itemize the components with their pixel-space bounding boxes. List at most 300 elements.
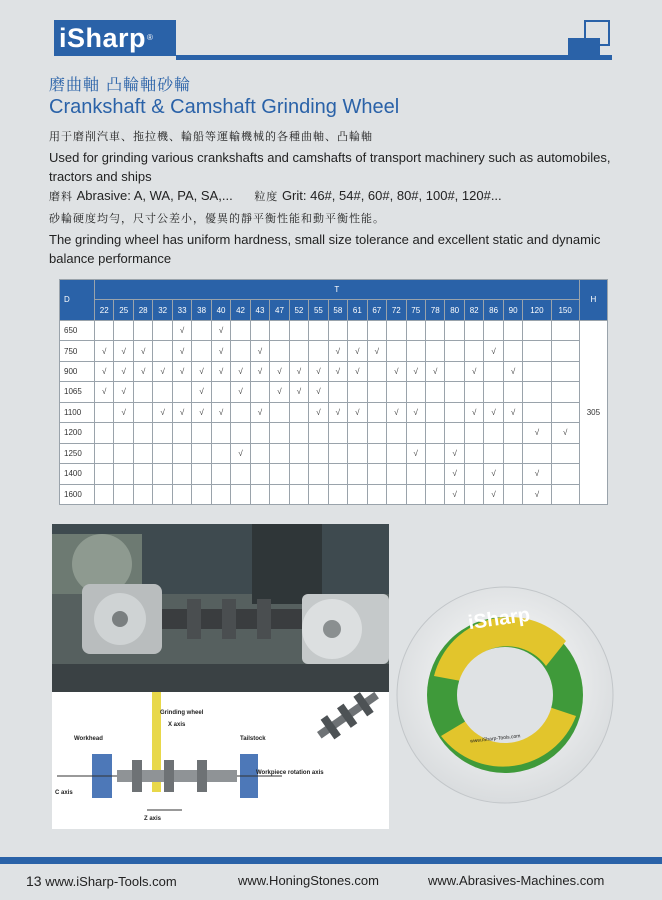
check-mark: √ [328,341,347,361]
description-en-line2: tractors and ships [49,169,152,184]
check-mark: √ [211,320,230,340]
label-x-axis: X axis [168,722,186,728]
check-mark: √ [289,382,308,402]
check-mark: √ [231,361,250,381]
header-t-value: 75 [406,300,425,320]
empty-cell [425,320,444,340]
empty-cell [289,443,308,463]
header-t-value: 80 [445,300,464,320]
empty-cell [551,443,579,463]
check-mark: √ [211,361,230,381]
check-mark: √ [172,402,191,422]
empty-cell [172,443,191,463]
check-mark: √ [445,443,464,463]
table-row [60,361,608,381]
check-mark: √ [328,402,347,422]
row-diameter: 1065 [60,382,95,402]
empty-cell [406,341,425,361]
check-mark: √ [406,443,425,463]
empty-cell [328,382,347,402]
row-diameter: 900 [60,361,95,381]
empty-cell [348,464,367,484]
header-t-value: 58 [328,300,347,320]
empty-cell [425,341,444,361]
page-title-cn: 磨曲軸 凸輪軸砂輪 [49,75,192,94]
spec-table-container [59,279,608,505]
empty-cell [309,320,328,340]
check-mark: √ [387,402,406,422]
empty-cell [133,443,152,463]
grinding-diagram [52,692,389,829]
empty-cell [270,341,289,361]
check-mark: √ [464,361,483,381]
empty-cell [95,423,114,443]
empty-cell [211,443,230,463]
empty-cell [367,484,386,504]
empty-cell [211,484,230,504]
product-photo-panel [52,524,389,829]
empty-cell [445,341,464,361]
empty-cell [172,382,191,402]
empty-cell [523,402,551,422]
check-mark: √ [348,402,367,422]
empty-cell [367,320,386,340]
table-header-row [60,280,608,300]
grit-values: Grit: 46#, 54#, 60#, 80#, 100#, 120#... [281,188,502,203]
row-diameter: 1600 [60,484,95,504]
empty-cell [484,382,503,402]
check-mark: √ [406,361,425,381]
empty-cell [348,484,367,504]
label-rotation-axis: Workpiece rotation axis [256,770,324,776]
footer-link-isharp[interactable]: www.iSharp-Tools.com [45,874,177,889]
header-t-value: 120 [523,300,551,320]
check-mark: √ [133,341,152,361]
empty-cell [192,464,211,484]
empty-cell [551,484,579,504]
empty-cell [133,402,152,422]
check-mark: √ [172,341,191,361]
performance-en-line2: balance performance [49,251,172,266]
empty-cell [172,464,191,484]
table-row [60,382,608,402]
page-number: 13 [26,873,42,889]
empty-cell [270,402,289,422]
header-t-value: 86 [484,300,503,320]
header-t-value: 90 [503,300,522,320]
header-t-value: 32 [153,300,172,320]
check-mark: √ [348,361,367,381]
empty-cell [192,484,211,504]
empty-cell [445,361,464,381]
empty-cell [153,320,172,340]
check-mark: √ [95,361,114,381]
empty-cell [192,423,211,443]
header-h: H [579,280,607,321]
empty-cell [289,341,308,361]
row-diameter: 1200 [60,423,95,443]
abrasive-grit-line [49,188,502,204]
table-row [60,443,608,463]
empty-cell [153,341,172,361]
empty-cell [464,464,483,484]
label-z-axis: Z axis [144,816,162,822]
empty-cell [464,423,483,443]
empty-cell [328,320,347,340]
footer-link-abrasives[interactable]: www.Abrasives-Machines.com [428,873,605,888]
label-workhead: Workhead [74,736,103,742]
empty-cell [503,341,522,361]
header-t-value: 150 [551,300,579,320]
empty-cell [523,341,551,361]
check-mark: √ [289,361,308,381]
header-t-value: 55 [309,300,328,320]
empty-cell [367,423,386,443]
check-mark: √ [250,361,269,381]
header-t-value: 61 [348,300,367,320]
empty-cell [503,320,522,340]
grinding-wheel-image [396,586,614,804]
check-mark: √ [153,402,172,422]
table-row [60,464,608,484]
empty-cell [250,382,269,402]
empty-cell [387,484,406,504]
empty-cell [503,484,522,504]
empty-cell [133,484,152,504]
empty-cell [387,320,406,340]
check-mark: √ [387,361,406,381]
empty-cell [153,382,172,402]
check-mark: √ [192,382,211,402]
footer-left [26,873,177,889]
empty-cell [503,382,522,402]
empty-cell [503,464,522,484]
check-mark: √ [231,443,250,463]
header-t-value: 38 [192,300,211,320]
check-mark: √ [95,382,114,402]
header-t: T [95,280,580,300]
empty-cell [425,423,444,443]
empty-cell [425,464,444,484]
empty-cell [551,402,579,422]
check-mark: √ [484,484,503,504]
empty-cell [348,423,367,443]
check-mark: √ [250,341,269,361]
empty-cell [270,443,289,463]
check-mark: √ [503,361,522,381]
empty-cell [348,320,367,340]
registered-mark: ® [147,33,154,42]
empty-cell [445,402,464,422]
empty-cell [367,443,386,463]
empty-cell [250,443,269,463]
empty-cell [133,423,152,443]
empty-cell [523,443,551,463]
header-t-value: 47 [270,300,289,320]
empty-cell [328,423,347,443]
check-mark: √ [172,361,191,381]
empty-cell [270,320,289,340]
empty-cell [445,382,464,402]
abrasive-values: Abrasive: A, WA, PA, SA,... [76,188,233,203]
header-square-solid [568,38,600,60]
empty-cell [406,382,425,402]
empty-cell [289,423,308,443]
empty-cell [523,361,551,381]
check-mark: √ [250,402,269,422]
check-mark: √ [192,402,211,422]
table-row [60,320,608,340]
check-mark: √ [270,382,289,402]
empty-cell [133,382,152,402]
check-mark: √ [114,382,133,402]
empty-cell [484,320,503,340]
empty-cell [211,464,230,484]
empty-cell [153,464,172,484]
check-mark: √ [484,341,503,361]
empty-cell [270,484,289,504]
empty-cell [309,484,328,504]
row-diameter: 750 [60,341,95,361]
empty-cell [348,382,367,402]
empty-cell [484,443,503,463]
header-t-value: 67 [367,300,386,320]
empty-cell [551,341,579,361]
empty-cell [153,484,172,504]
header-t-value: 82 [464,300,483,320]
empty-cell [503,423,522,443]
brand-logo [54,20,176,56]
empty-cell [406,423,425,443]
empty-cell [114,423,133,443]
header-rule [176,55,612,60]
empty-cell [289,402,308,422]
row-diameter: 1250 [60,443,95,463]
table-row [60,484,608,504]
label-tailstock: Tailstock [240,736,266,742]
empty-cell [425,443,444,463]
check-mark: √ [523,484,551,504]
empty-cell [503,443,522,463]
empty-cell [231,341,250,361]
abrasive-label-cn: 磨料 [49,190,73,203]
footer-link-honing[interactable]: www.HoningStones.com [238,873,379,888]
empty-cell [328,484,347,504]
empty-cell [250,320,269,340]
check-mark: √ [484,464,503,484]
header-t-value: 28 [133,300,152,320]
check-mark: √ [309,402,328,422]
empty-cell [133,464,152,484]
check-mark: √ [309,361,328,381]
table-row [60,402,608,422]
empty-cell [328,443,347,463]
label-grinding-wheel: Grinding wheel [160,710,204,716]
empty-cell [464,341,483,361]
check-mark: √ [114,361,133,381]
empty-cell [425,402,444,422]
empty-cell [387,443,406,463]
empty-cell [425,484,444,504]
page-title: Crankshaft & Camshaft Grinding Wheel [49,96,400,118]
empty-cell [406,320,425,340]
header-t-value: 78 [425,300,444,320]
empty-cell [551,464,579,484]
empty-cell [523,320,551,340]
empty-cell [387,341,406,361]
performance-en-line1: The grinding wheel has uniform hardness, small size tolerance and excellent static and dynamic [49,232,601,247]
check-mark: √ [445,484,464,504]
check-mark: √ [172,320,191,340]
empty-cell [328,464,347,484]
header-t-value: 42 [231,300,250,320]
empty-cell [464,320,483,340]
check-mark: √ [309,382,328,402]
check-mark: √ [523,464,551,484]
check-mark: √ [231,382,250,402]
empty-cell [289,464,308,484]
empty-cell [231,402,250,422]
empty-cell [133,320,152,340]
empty-cell [270,423,289,443]
check-mark: √ [211,402,230,422]
check-mark: √ [551,423,579,443]
check-mark: √ [348,341,367,361]
empty-cell [289,484,308,504]
empty-cell [309,423,328,443]
empty-cell [289,320,308,340]
empty-cell [309,341,328,361]
empty-cell [309,464,328,484]
empty-cell [406,484,425,504]
empty-cell [250,423,269,443]
empty-cell [250,464,269,484]
empty-cell [464,484,483,504]
empty-cell [153,423,172,443]
empty-cell [114,443,133,463]
empty-cell [367,382,386,402]
header-t-value: 33 [172,300,191,320]
empty-cell [445,320,464,340]
brand-name: iSharp [59,23,147,53]
empty-cell [523,382,551,402]
check-mark: √ [367,341,386,361]
label-c-axis: C axis [55,790,73,796]
empty-cell [250,484,269,504]
row-diameter: 1100 [60,402,95,422]
empty-cell [270,464,289,484]
check-mark: √ [328,361,347,381]
empty-cell [172,484,191,504]
empty-cell [484,361,503,381]
empty-cell [95,464,114,484]
empty-cell [153,443,172,463]
table-row [60,341,608,361]
header-t-value: 22 [95,300,114,320]
row-diameter: 650 [60,320,95,340]
header-t-value: 52 [289,300,308,320]
machine-photo [52,524,389,692]
empty-cell [95,443,114,463]
header-t-value: 40 [211,300,230,320]
empty-cell [231,423,250,443]
empty-cell [387,423,406,443]
header-t-value: 25 [114,300,133,320]
empty-cell [464,382,483,402]
empty-cell [192,341,211,361]
check-mark: √ [133,361,152,381]
header-d: D [60,280,95,321]
performance-cn: 砂輪硬度均勻，尺寸公差小，優異的靜平衡性能和動平衡性能。 [49,212,385,225]
check-mark: √ [114,341,133,361]
footer-rule [0,857,662,864]
empty-cell [406,464,425,484]
empty-cell [211,423,230,443]
empty-cell [367,464,386,484]
empty-cell [172,423,191,443]
empty-cell [425,382,444,402]
empty-cell [551,361,579,381]
empty-cell [387,464,406,484]
empty-cell [95,320,114,340]
wheel-brand-label: iSharp [466,603,532,635]
check-mark: √ [114,402,133,422]
check-mark: √ [425,361,444,381]
check-mark: √ [153,361,172,381]
empty-cell [348,443,367,463]
wheel-url-label: www.iSharp-Tools.com [469,733,521,745]
description-cn: 用于磨削汽車、拖拉機、輪船等運輸機械的各種曲軸、凸輪軸 [49,130,373,143]
check-mark: √ [270,361,289,381]
check-mark: √ [503,402,522,422]
empty-cell [445,423,464,443]
empty-cell [231,484,250,504]
empty-cell [231,320,250,340]
grit-label-cn: 粒度 [254,190,279,203]
empty-cell [114,320,133,340]
empty-cell [484,423,503,443]
empty-cell [192,320,211,340]
check-mark: √ [95,341,114,361]
h-value: 305 [579,320,607,504]
empty-cell [231,464,250,484]
check-mark: √ [211,341,230,361]
check-mark: √ [406,402,425,422]
table-row [60,423,608,443]
empty-cell [95,484,114,504]
empty-cell [464,443,483,463]
empty-cell [387,382,406,402]
table-t-values-row [60,300,608,320]
header-t-value: 43 [250,300,269,320]
empty-cell [309,443,328,463]
empty-cell [95,402,114,422]
empty-cell [192,443,211,463]
empty-cell [367,361,386,381]
check-mark: √ [484,402,503,422]
empty-cell [114,484,133,504]
empty-cell [551,382,579,402]
empty-cell [211,382,230,402]
check-mark: √ [464,402,483,422]
spec-table [59,279,608,505]
empty-cell [114,464,133,484]
description-en-line1: Used for grinding various crankshafts and camshafts of transport machinery such as automobiles, [49,150,611,165]
check-mark: √ [445,464,464,484]
header-t-value: 72 [387,300,406,320]
empty-cell [551,320,579,340]
empty-cell [367,402,386,422]
